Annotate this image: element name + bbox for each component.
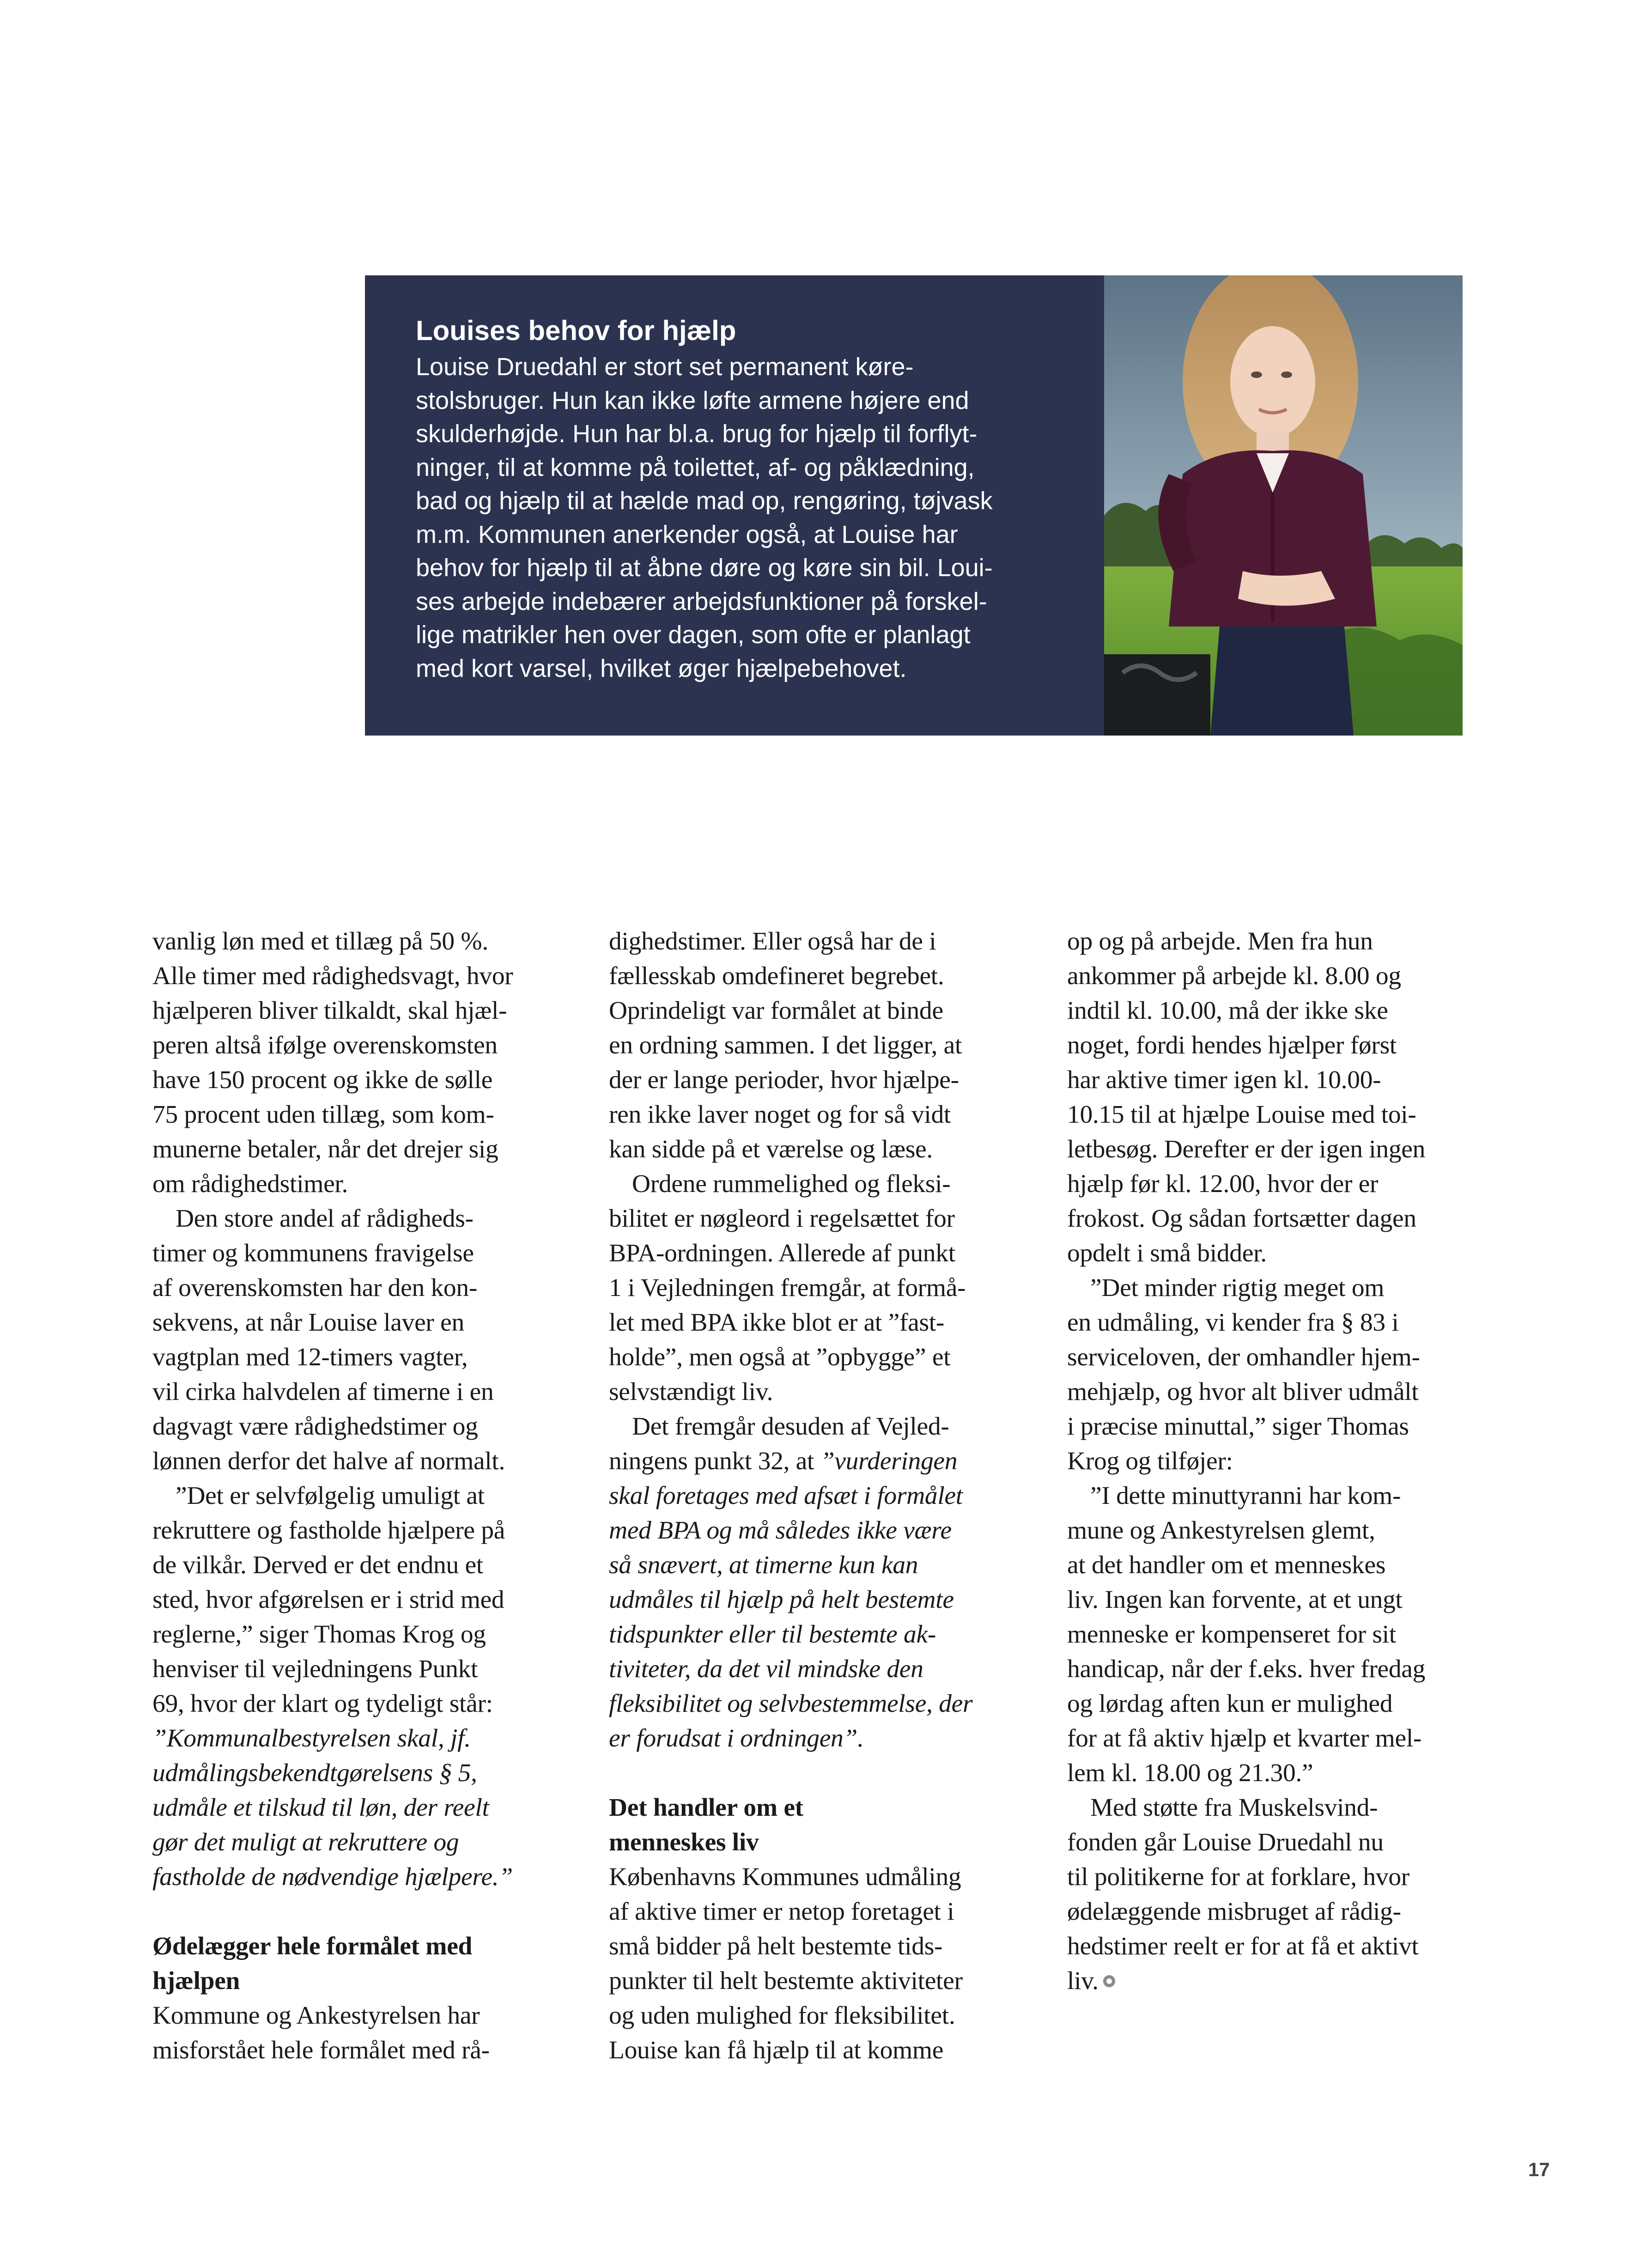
text-line: selvstændigt liv.	[609, 1378, 773, 1406]
text-line: timer og kommunens fravigelse	[152, 1239, 474, 1267]
text-line: med BPA og må således ikke være	[609, 1516, 952, 1545]
text-line: opdelt i små bidder.	[1067, 1239, 1267, 1267]
text-line: Oprindeligt var formålet at binde	[609, 997, 943, 1025]
text-line: serviceloven, der omhandler hjem-	[1067, 1343, 1420, 1371]
info-box-text	[416, 350, 1086, 685]
text-line: ”I dette minuttyranni har kom-	[1090, 1482, 1401, 1510]
text-line: sted, hvor afgørelsen er i strid med	[152, 1586, 504, 1614]
text-line: menneskes liv	[609, 1828, 759, 1856]
text-line	[1067, 1964, 1483, 1998]
text-line: lem kl. 18.00 og 21.30.”	[1067, 1759, 1313, 1787]
text-line: gør det muligt at rekruttere og	[152, 1828, 459, 1856]
subheading	[609, 1790, 1025, 1860]
text-line: henviser til vejledningens Punkt	[152, 1655, 478, 1683]
text-line: vil cirka halvdelen af timerne i en	[152, 1378, 494, 1406]
text-line: af aktive timer er netop foretaget i	[609, 1898, 954, 1926]
text-line: kan sidde på et værelse og læse.	[609, 1135, 933, 1163]
text-line: ødelæggende misbruget af rådig-	[1067, 1898, 1401, 1926]
paragraph	[1067, 924, 1483, 1271]
text-line: at det handler om et menneskes	[1067, 1551, 1386, 1579]
text-line: i præcise minuttal,” siger Thomas	[1067, 1412, 1409, 1441]
info-box	[365, 275, 1104, 736]
text-line: Kommune og Ankestyrelsen har	[152, 2002, 480, 2030]
text-line: en ordning sammen. I det ligger, at	[609, 1031, 962, 1059]
text-line: og lørdag aften kun er mulighed	[1067, 1690, 1393, 1718]
text-line: hjælperen bliver tilkaldt, skal hjæl-	[152, 997, 507, 1025]
paragraph	[152, 924, 568, 1201]
text-line: frokost. Og sådan fortsætter dagen	[1067, 1205, 1416, 1233]
text-line: vanlig løn med et tillæg på 50 %.	[152, 927, 488, 955]
paragraph	[152, 1201, 568, 1478]
text-line: skal foretages med afsæt i formålet	[609, 1482, 963, 1510]
info-line: ses arbejde indebærer arbejdsfunktioner på forskel-	[416, 587, 987, 615]
text-line: om rådighedstimer.	[152, 1170, 348, 1198]
text-line: fællesskab omdefineret begrebet.	[609, 962, 944, 990]
text-line: Den store andel af rådigheds-	[176, 1205, 474, 1233]
text-column-2	[609, 924, 1025, 2068]
text-line: en udmåling, vi kender fra § 83 i	[1067, 1308, 1399, 1337]
paragraph	[152, 1998, 568, 2068]
text-line: noget, fordi hendes hjælper først	[1067, 1031, 1397, 1059]
text-line: bilitet er nøgleord i regelsættet for	[609, 1205, 955, 1233]
info-line: stolsbruger. Hun kan ikke løfte armene højere end	[416, 386, 969, 414]
text-line: er forudsat i ordningen”.	[609, 1724, 864, 1752]
info-line: skulderhøjde. Hun har bl.a. brug for hjælp til forflyt-	[416, 420, 978, 448]
text-line: Krog og tilføjer:	[1067, 1447, 1233, 1475]
text-line: fastholde de nødvendige hjælpere.”	[152, 1863, 513, 1891]
paragraph	[152, 1478, 568, 1721]
text-line: mune og Ankestyrelsen glemt,	[1067, 1516, 1375, 1545]
text-run: ”vurderingen	[820, 1447, 958, 1475]
paragraph	[1067, 1478, 1483, 1790]
text-line: misforstået hele formålet med rå-	[152, 2036, 490, 2064]
page-number: 17	[1528, 2159, 1550, 2180]
text-line: der er lange perioder, hvor hjælpe-	[609, 1066, 959, 1094]
text-line: Ordene rummelighed og fleksi-	[632, 1170, 951, 1198]
subheading	[152, 1929, 568, 1998]
text-line: Alle timer med rådighedsvagt, hvor	[152, 962, 513, 990]
end-of-article-icon	[1103, 1975, 1115, 1987]
text-line: letbesøg. Derefter er der igen ingen	[1067, 1135, 1426, 1163]
text-line: Det fremgår desuden af Vejled-	[632, 1412, 949, 1441]
text-line: menneske er kompenseret for sit	[1067, 1620, 1396, 1649]
text-line: ankommer på arbejde kl. 8.00 og	[1067, 962, 1401, 990]
text-line: holde”, men også at ”opbygge” et	[609, 1343, 951, 1371]
text-line: fleksibilitet og selvbestemmelse, der	[609, 1690, 973, 1718]
text-line: Med støtte fra Muskelsvind-	[1090, 1794, 1378, 1822]
paragraph	[609, 1860, 1025, 2068]
paragraph	[609, 924, 1025, 1167]
text-line: hedstimer reelt er for at få et aktivt	[1067, 1932, 1419, 1960]
text-line: små bidder på helt bestemte tids-	[609, 1932, 943, 1960]
text-line: ”Kommunalbestyrelsen skal, jf.	[152, 1724, 471, 1752]
text-line: let med BPA ikke blot er at ”fast-	[609, 1308, 945, 1337]
info-line: Louise Druedahl er stort set permanent køre-	[416, 353, 914, 381]
info-line: med kort varsel, hvilket øger hjælpebehovet.	[416, 654, 907, 682]
text-line: 1 i Vejledningen fremgår, at formå-	[609, 1274, 966, 1302]
text-line: lønnen derfor det halve af normalt.	[152, 1447, 505, 1475]
text-line: op og på arbejde. Men fra hun	[1067, 927, 1373, 955]
text-line: indtil kl. 10.00, må der ikke ske	[1067, 997, 1388, 1025]
text-line: dighedstimer. Eller også har de i	[609, 927, 936, 955]
paragraph	[609, 1409, 1025, 1756]
text-line: reglerne,” siger Thomas Krog og	[152, 1620, 486, 1649]
text-line: ”Det minder rigtig meget om	[1090, 1274, 1385, 1302]
paragraph	[609, 1167, 1025, 1409]
info-line: m.m. Kommunen anerkender også, at Louise har	[416, 520, 958, 548]
text-line: mehjælp, og hvor alt bliver udmålt	[1067, 1378, 1419, 1406]
text-column-3	[1067, 924, 1483, 1998]
quote	[152, 1721, 568, 1894]
text-line: tiviteter, da det vil mindske den	[609, 1655, 923, 1683]
text-line: handicap, når der f.eks. hver fredag	[1067, 1655, 1426, 1683]
text-line: dagvagt være rådighedstimer og	[152, 1412, 478, 1441]
text-line: udmåle et tilskud til løn, der reelt	[152, 1794, 489, 1822]
text-line	[609, 1444, 1025, 1478]
text-line: så snævert, at timerne kun kan	[609, 1551, 918, 1579]
text-line: af overenskomsten har den kon-	[152, 1274, 478, 1302]
portrait-illustration	[1104, 275, 1463, 736]
text-line: 69, hvor der klart og tydeligt står:	[152, 1690, 493, 1718]
text-line: liv. Ingen kan forvente, at et ungt	[1067, 1586, 1403, 1614]
text-line: for at få aktiv hjælp et kvarter mel-	[1067, 1724, 1422, 1752]
text-run: liv.	[1067, 1967, 1099, 1995]
text-line: peren altså ifølge overenskomsten	[152, 1031, 498, 1059]
text-line: Københavns Kommunes udmåling	[609, 1863, 961, 1891]
text-line: 10.15 til at hjælpe Louise med toi-	[1067, 1101, 1416, 1129]
portrait-photo	[1104, 275, 1463, 736]
text-line: 75 procent uden tillæg, som kom-	[152, 1101, 494, 1129]
text-line: tidspunkter eller til bestemte ak-	[609, 1620, 936, 1649]
text-line: hjælp før kl. 12.00, hvor der er	[1067, 1170, 1379, 1198]
paragraph	[1067, 1790, 1483, 1998]
text-line: rekruttere og fastholde hjælpere på	[152, 1516, 505, 1545]
info-line: behov for hjælp til at åbne døre og køre sin bil. Loui-	[416, 554, 993, 582]
text-line: udmåles til hjælp på helt bestemte	[609, 1586, 954, 1614]
text-line: vagtplan med 12-timers vagter,	[152, 1343, 468, 1371]
paragraph	[1067, 1271, 1483, 1478]
text-column-1	[152, 924, 568, 2068]
text-line: hjælpen	[152, 1967, 240, 1995]
text-line: fonden går Louise Druedahl nu	[1067, 1828, 1384, 1856]
text-run: ningens punkt 32, at	[609, 1447, 814, 1475]
text-line: udmålingsbekendtgørelsens § 5,	[152, 1759, 477, 1787]
info-line: bad og hjælp til at hælde mad op, rengøring, tøjvask	[416, 487, 993, 515]
info-line: lige matrikler hen over dagen, som ofte er planlagt	[416, 621, 971, 649]
info-line: ninger, til at komme på toilettet, af- og påklædning,	[416, 453, 975, 481]
text-line: til politikerne for at forklare, hvor	[1067, 1863, 1409, 1891]
text-line: munerne betaler, når det drejer sig	[152, 1135, 498, 1163]
text-line: har aktive timer igen kl. 10.00-	[1067, 1066, 1381, 1094]
text-line: Louise kan få hjælp til at komme	[609, 2036, 944, 2064]
text-line: og uden mulighed for fleksibilitet.	[609, 2002, 955, 2030]
text-line: Ødelægger hele formålet med	[152, 1932, 473, 1960]
info-box-title: Louises behov for hjælp	[416, 315, 736, 346]
text-line: de vilkår. Derved er det endnu et	[152, 1551, 483, 1579]
text-line: ”Det er selvfølgelig umuligt at	[176, 1482, 485, 1510]
text-line: BPA-ordningen. Allerede af punkt	[609, 1239, 955, 1267]
text-line: Det handler om et	[609, 1794, 803, 1822]
text-line: sekvens, at når Louise laver en	[152, 1308, 464, 1337]
text-line: punkter til helt bestemte aktiviteter	[609, 1967, 963, 1995]
text-line: ren ikke laver noget og for så vidt	[609, 1101, 951, 1129]
text-line: have 150 procent og ikke de sølle	[152, 1066, 493, 1094]
